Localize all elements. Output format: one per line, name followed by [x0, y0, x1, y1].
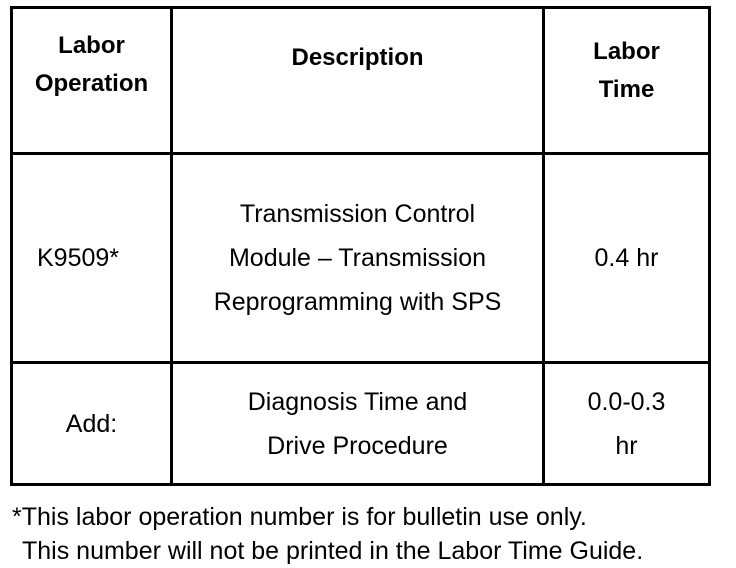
- header-description: [172, 8, 544, 154]
- labor-time-table: [10, 6, 711, 486]
- labor-operation-code: K9509*: [37, 244, 120, 272]
- table-header-row: [12, 8, 710, 154]
- description-text: Diagnosis Time and Drive Procedure: [247, 387, 468, 460]
- table-row: [12, 154, 710, 363]
- footnote-line-1: *This labor operation number is for bulletin use only.: [12, 503, 587, 531]
- header-labor-time-label: Labor Time: [593, 38, 660, 103]
- header-labor-time: [544, 8, 710, 154]
- cell-description: [172, 154, 544, 363]
- header-labor-operation: [12, 8, 172, 154]
- footnote: [12, 500, 732, 568]
- description-text: Transmission Control Module – Transmission Reprogramming with SPS: [213, 200, 502, 316]
- cell-labor-operation: [12, 363, 172, 485]
- labor-operation-code: Add:: [65, 409, 118, 438]
- cell-labor-time: [544, 363, 710, 485]
- header-labor-operation-label: Labor Operation: [34, 32, 149, 97]
- labor-time-value: 0.4 hr: [594, 244, 659, 272]
- cell-description: [172, 363, 544, 485]
- footnote-line-2: This number will not be printed in the Labor Time Guide.: [22, 537, 644, 565]
- cell-labor-operation: [12, 154, 172, 363]
- cell-labor-time: [544, 154, 710, 363]
- labor-time-value: 0.0-0.3 hr: [587, 387, 666, 460]
- header-description-label: Description: [291, 44, 424, 71]
- table-row: [12, 363, 710, 485]
